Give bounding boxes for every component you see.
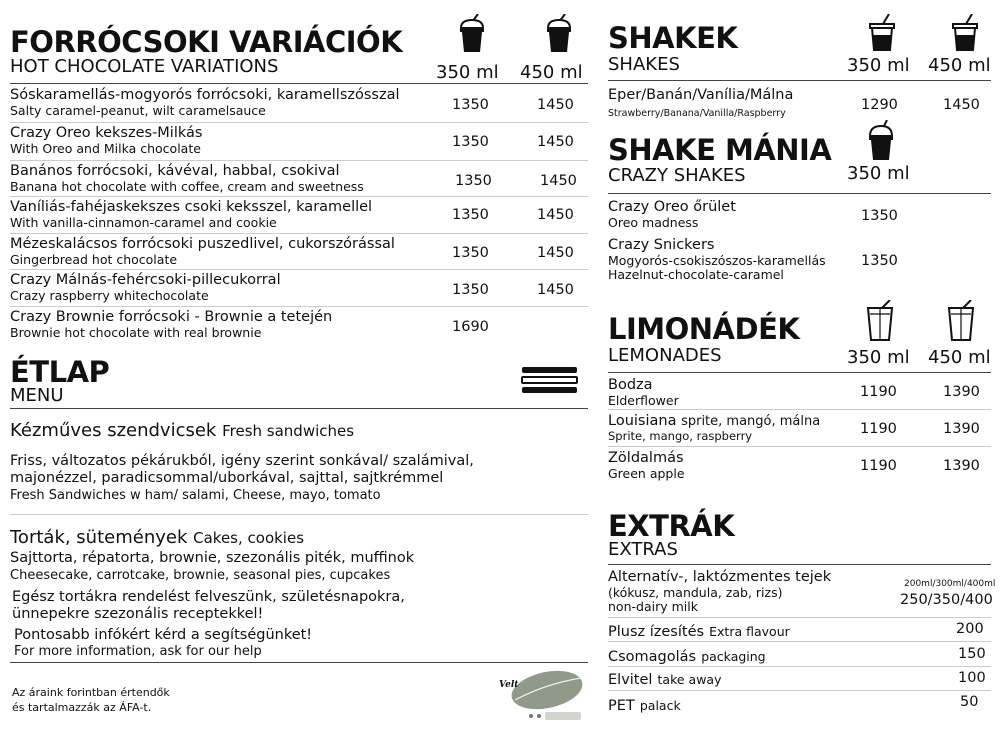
lemon-item-sub: Elderflower — [608, 392, 679, 408]
extras-item-en: take away — [657, 672, 722, 687]
extras-item-name: Elvitel — [608, 672, 653, 688]
hot-item-price-450: 1450 — [537, 134, 574, 150]
mania-item-sub: Oreo madness — [608, 214, 699, 230]
lemon-item-price-350: 1190 — [860, 458, 897, 474]
hot-item-name: Crazy Málnás-fehércsoki-pillecukorral — [10, 272, 281, 288]
lemon-size-450: 450 ml — [928, 347, 991, 368]
order-line2: ünnepekre szezonális receptekkel! — [12, 606, 264, 622]
extras-item-en: Extra flavour — [709, 624, 790, 639]
mania-title: SHAKE MÁNIA — [608, 133, 832, 167]
shakes-title: SHAKEK — [608, 21, 738, 55]
hot-item-sub: Gingerbread hot chocolate — [10, 251, 178, 267]
lemon-item-price-450: 1390 — [943, 458, 980, 474]
hot-item-name: Banános forrócsoki, kávéval, habbal, csokival — [10, 163, 340, 179]
sandwich-title-en: Fresh sandwiches — [222, 422, 355, 440]
sandwich-line2: majonézzel, paradicsommal/uborkával, sajttal, sajtkrémmel — [10, 470, 444, 486]
mania-subtitle: CRAZY SHAKES — [608, 165, 746, 186]
shakes-item — [608, 88, 793, 118]
hot-item-price-350: 1350 — [452, 207, 489, 223]
hot-item-price-450: 1450 — [537, 282, 574, 298]
hot-item-sub: Salty caramel-peanut, wilt caramelsauce — [10, 102, 266, 118]
cakes-title: Torták, sütemények — [10, 527, 188, 548]
lemon-size-350: 350 ml — [847, 347, 910, 368]
hot-item — [10, 126, 202, 155]
mania-item — [608, 200, 736, 229]
hot-item-name: Vaníliás-fahéjaskekszes csoki keksszel, karamellel — [10, 199, 373, 215]
footer-line2: és tartalmazzák az ÁFA-t. — [12, 701, 152, 715]
extras-milk-name: Alternatív-, laktózmentes tejek — [608, 569, 832, 585]
hot-size-450: 450 ml — [520, 62, 583, 83]
lemon-item — [608, 378, 679, 407]
hot-title: FORRÓCSOKI VARIÁCIÓK — [10, 25, 403, 59]
menu-subtitle: MENU — [10, 385, 64, 406]
lemon-item-name: Zöldalmás — [608, 450, 684, 466]
sandwich-title: Kézműves szendvicsek — [10, 420, 217, 441]
order-line1: Egész tortákra rendelést felveszünk, születésnapokra, — [12, 589, 405, 605]
brand-logo-text: Velt — [499, 680, 519, 690]
mania-item-price: 1350 — [861, 253, 898, 269]
mania-item-price: 1350 — [861, 208, 898, 224]
hot-item-sub: Banana hot chocolate with coffee, cream and sweetness — [10, 178, 364, 194]
info-en: For more information, ask for our help — [14, 644, 262, 659]
cakes-line1: Sajttorta, répatorta, brownie, szezonális piték, muffinok — [10, 550, 415, 566]
extras-item-en: packaging — [701, 649, 766, 664]
extras-item-en: palack — [639, 698, 681, 713]
hot-cup-small-icon — [457, 14, 487, 54]
extras-item — [608, 646, 766, 665]
extras-item — [608, 695, 681, 714]
hot-item-price-350: 1350 — [455, 173, 492, 189]
extras-item — [608, 669, 722, 688]
hot-item-sub: Brownie hot chocolate with real brownie — [10, 324, 262, 340]
lemonade-cup-small-icon — [866, 300, 894, 342]
sandwich-icon — [521, 366, 578, 394]
lemon-item-price-450: 1390 — [943, 384, 980, 400]
lemon-item-price-350: 1190 — [860, 384, 897, 400]
mania-item-name: Crazy Oreo őrület — [608, 199, 736, 215]
extras-item-name: PET — [608, 698, 635, 714]
extras-title: EXTRÁK — [608, 509, 735, 543]
hot-item-price-450: 1450 — [537, 245, 574, 261]
hot-item-name: Crazy Brownie forrócsoki - Brownie a tetején — [10, 309, 333, 325]
lemon-item-extra: sprite, mangó, málna — [681, 414, 821, 429]
lemon-item-sub: Green apple — [608, 465, 685, 481]
lemon-item-name: Louisiana — [608, 413, 677, 429]
extras-item-price: 150 — [958, 646, 986, 662]
hot-item-price-350: 1350 — [452, 134, 489, 150]
hot-item-price-350: 1690 — [452, 319, 489, 335]
lemon-item-sub: Sprite, mango, raspberry — [608, 428, 753, 443]
cakes-heading — [10, 529, 304, 547]
shake-dome-cup-icon — [867, 120, 895, 162]
hot-item-sub: Crazy raspberry whitechocolate — [10, 287, 209, 303]
hot-item — [10, 164, 364, 193]
hot-item — [10, 200, 372, 229]
hot-cup-large-icon — [544, 14, 574, 54]
extras-milk-price: 250/350/400 — [900, 592, 993, 608]
lemon-item — [608, 414, 820, 442]
shake-cup-large-icon — [952, 14, 978, 52]
extras-item-price: 200 — [956, 621, 984, 637]
hot-item — [10, 237, 395, 266]
footer-line1: Az áraink forintban értendők — [12, 686, 170, 699]
shakes-subtitle: SHAKES — [608, 54, 680, 75]
shakes-item-sub: Strawberry/Banana/Vanilla/Raspberry — [608, 107, 786, 119]
hot-subtitle: HOT CHOCOLATE VARIATIONS — [10, 56, 279, 77]
hot-item-name: Crazy Oreo kekszes-Milkás — [10, 125, 203, 141]
lemon-item-price-350: 1190 — [860, 421, 897, 437]
hot-item-price-450: 1450 — [537, 97, 574, 113]
lemon-item — [608, 451, 685, 480]
extras-item-name: Plusz ízesítés — [608, 624, 705, 640]
shakes-price-350: 1290 — [861, 97, 898, 113]
extras-item-name: Csomagolás — [608, 649, 697, 665]
extras-item — [608, 621, 790, 640]
mania-item-sub2: Hazelnut-chocolate-caramel — [608, 267, 784, 282]
cakes-title-en: Cakes, cookies — [193, 529, 305, 547]
hot-item-name: Mézeskalácsos forrócsoki puszedlivel, cukorszórással — [10, 236, 395, 252]
shake-cup-small-icon — [869, 14, 895, 52]
hot-item-sub: With vanilla-cinnamon-caramel and cookie — [10, 214, 277, 230]
shakes-item-name: Eper/Banán/Vanília/Málna — [608, 87, 794, 103]
lemon-item-price-450: 1390 — [943, 421, 980, 437]
hot-item — [10, 88, 400, 117]
hot-item — [10, 273, 281, 302]
hot-size-350: 350 ml — [436, 62, 499, 83]
lemon-title: LIMONÁDÉK — [608, 312, 800, 346]
extras-item-price: 50 — [960, 694, 979, 710]
extras-milk — [608, 570, 831, 614]
extras-milk-sizes: 200ml/300ml/400ml — [904, 579, 996, 589]
lemon-item-name: Bodza — [608, 377, 653, 393]
lemon-subtitle: LEMONADES — [608, 345, 722, 366]
mania-item-name: Crazy Snickers — [608, 237, 715, 253]
shakes-size-350: 350 ml — [847, 55, 910, 76]
mania-item-sub: Mogyorós-csokiszószos-karamellás — [608, 252, 826, 268]
brand-logo — [495, 670, 587, 726]
extras-subtitle: EXTRAS — [608, 539, 678, 560]
hot-item — [10, 310, 332, 339]
sandwich-heading — [10, 422, 354, 440]
sandwich-en: Fresh Sandwiches w ham/ salami, Cheese, mayo, tomato — [10, 488, 381, 503]
mania-item — [608, 238, 826, 282]
extras-item-price: 100 — [958, 670, 986, 686]
extras-milk-sub: (kókusz, mandula, zab, rizs) — [608, 584, 783, 600]
shakes-price-450: 1450 — [943, 97, 980, 113]
sandwich-line1: Friss, változatos pékárukból, igény szerint sonkával/ szalámival, — [10, 453, 474, 469]
extras-milk-en: non-dairy milk — [608, 599, 698, 614]
mania-size-350: 350 ml — [847, 163, 910, 184]
info-line: Pontosabb infókért kérd a segítségünket! — [14, 627, 313, 643]
lemon-item-name-row — [608, 414, 820, 429]
hot-item-price-450: 1450 — [540, 173, 577, 189]
footer-note — [12, 685, 170, 716]
hot-item-price-350: 1350 — [452, 282, 489, 298]
shakes-size-450: 450 ml — [928, 55, 991, 76]
hot-item-price-350: 1350 — [452, 245, 489, 261]
lemonade-cup-large-icon — [947, 300, 975, 342]
menu-title: ÉTLAP — [10, 355, 110, 389]
hot-item-sub: With Oreo and Milka chocolate — [10, 140, 201, 156]
hot-item-name: Sóskaramellás-mogyorós forrócsoki, karamellszósszal — [10, 87, 400, 103]
cakes-en: Cheesecake, carrotcake, brownie, seasonal pies, cupcakes — [10, 568, 391, 583]
hot-item-price-450: 1450 — [537, 207, 574, 223]
hot-item-price-350: 1350 — [452, 97, 489, 113]
